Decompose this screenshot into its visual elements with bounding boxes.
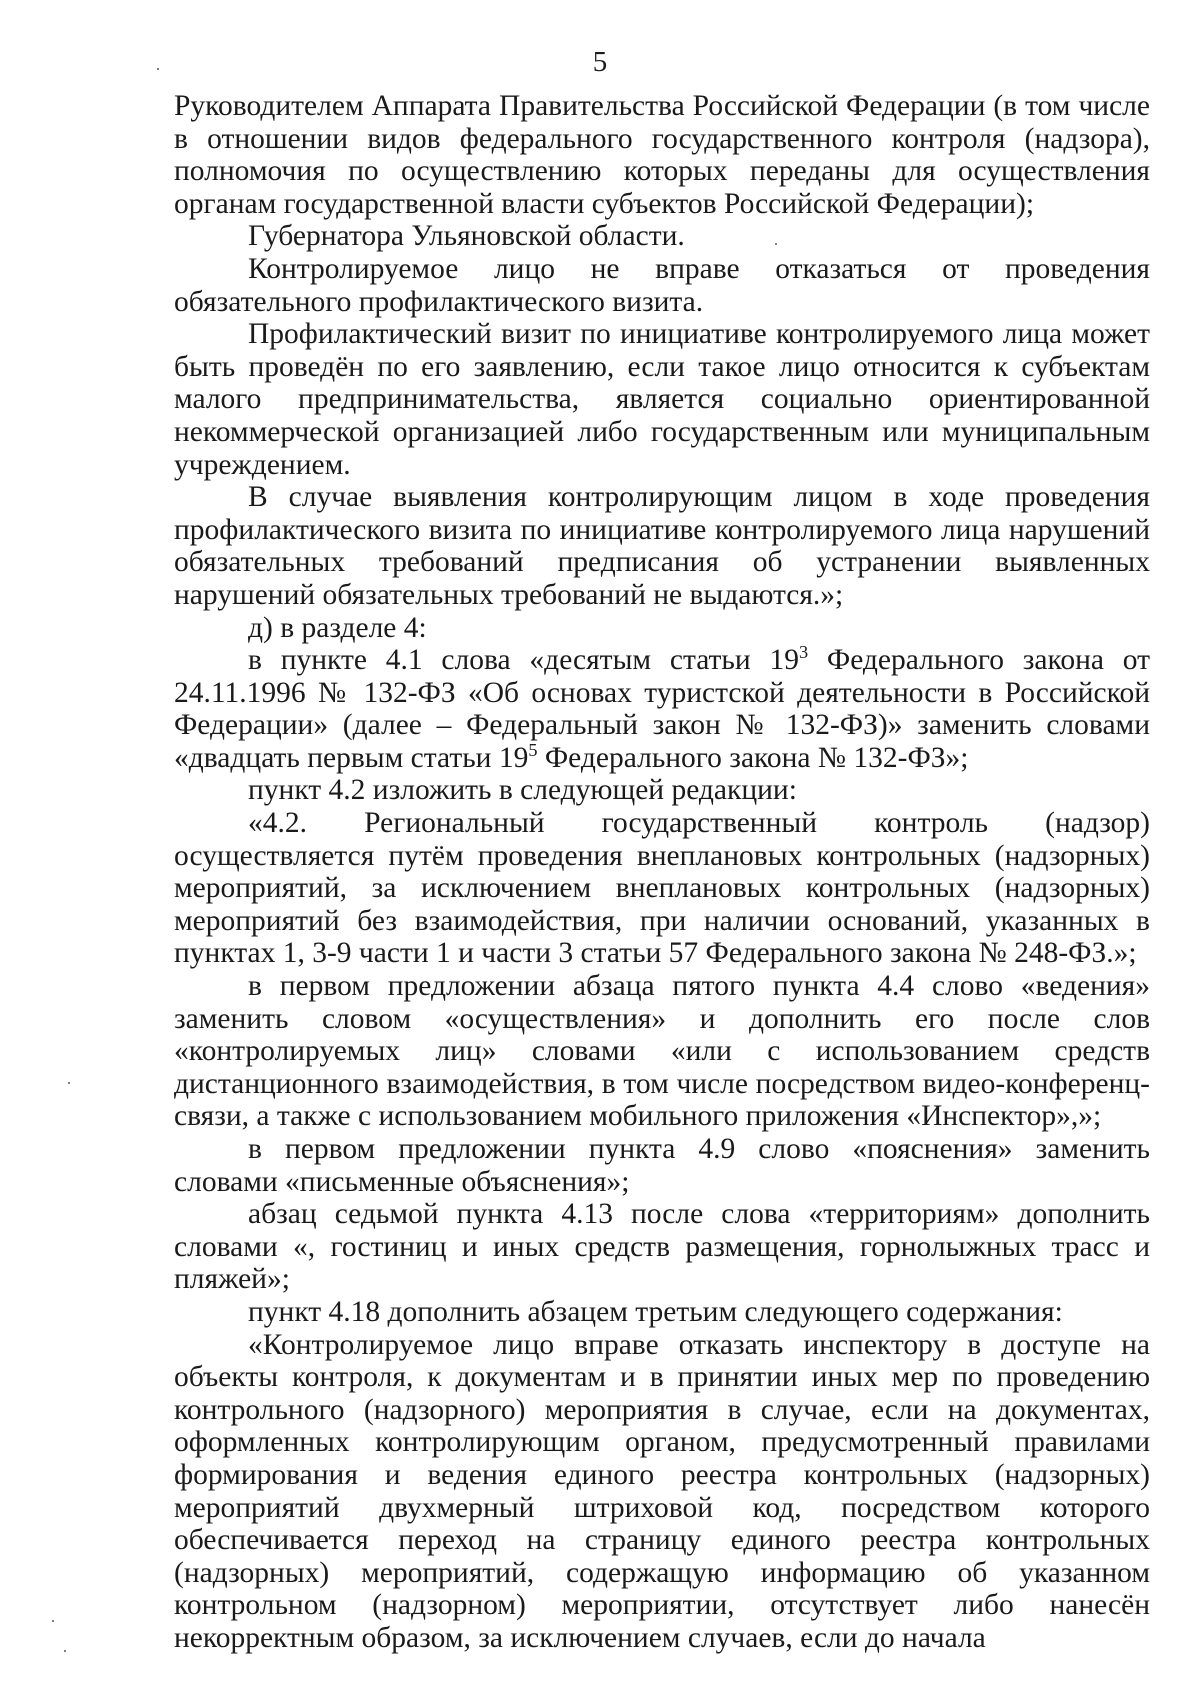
paragraph-mandatory-visit: Контролируемое лицо не вправе отказаться от проведения обязательного профилактического визита. bbox=[174, 252, 1150, 318]
paragraph-item-4-18-intro: пункт 4.18 дополнить абзацем третьим следующего содержания: bbox=[248, 1295, 1063, 1328]
paragraph-initiative-visit: Профилактический визит по инициативе контролируемого лица может быть проведён по его заявлению, если такое лицо относится к субъектам малого предпринимательства, является социально ориентированной некоммерческой организацией либо государственным или муниципальным учреждением. bbox=[174, 318, 1150, 481]
paragraph-governor: Губернатора Ульяновской области. bbox=[248, 220, 685, 253]
paragraph-item-4-18-text: «Контролируемое лицо вправе отказать инспектору в доступе на объекты контроля, к документам и в принятии иных мер по проведению контрольного (надзорного) мероприятия в случае, если на документах, оформленных контролирующим органом, предусмотренный правилами формирования и ведения единого реестра контрольных (надзорных) мероприятий двухмерный штриховой код, посредством которого обеспечивается переход на страницу единого реестра контрольных (надзорных) мероприятий, содержащую информацию об указанном контрольном (надзорном) мероприятии, отсутствует либо нанесён некорректным образом, за исключением случаев, если до начала bbox=[174, 1328, 1150, 1654]
scan-speck bbox=[68, 1082, 70, 1084]
paragraph-item-4-2-intro: пункт 4.2 изложить в следующей редакции: bbox=[248, 774, 797, 807]
item-4-1-text-b: Федерального закона от 24.11.1996 № 132-ФЗ «Об основах туристской деятельности в Российской Федерации» (далее – Федеральный закон № 132-ФЗ)» заменить словами «двадцать первым статьи 19 bbox=[174, 644, 1150, 774]
document-body bbox=[174, 90, 1150, 1655]
paragraph-violations: В случае выявления контролирующим лицом в ходе проведения профилактического визита по инициативе контролируемого лица нарушений обязательных требований предписания об устранении выявленных нарушений обязательных требований не выдаются.»; bbox=[174, 481, 1150, 611]
paragraph-section-4: д) в разделе 4: bbox=[248, 611, 427, 644]
scan-speck bbox=[775, 243, 777, 245]
superscript-3: 3 bbox=[798, 642, 809, 663]
scan-speck bbox=[157, 68, 159, 70]
paragraph-item-4-9: в первом предложении пункта 4.9 слово «пояснения» заменить словами «письменные объяснения»; bbox=[174, 1133, 1150, 1198]
paragraph-item-4-2-text: «4.2. Региональный государственный контроль (надзор) осуществляется путём проведения внеплановых контрольных (надзорных) мероприятий, за исключением внеплановых контрольных (надзорных) мероприятий без взаимодействия, при наличии оснований, указанных в пунктах 1, 3-9 части 1 и части 3 статьи 57 Федерального закона № 248-ФЗ.»; bbox=[174, 807, 1150, 970]
paragraph-continuation: Руководителем Аппарата Правительства Российской Федерации (в том числе в отношении видов федерального государственного контроля (надзора), полномочия по осуществлению которых переданы для осуществления органам государственной власти субъектов Российской Федерации); bbox=[174, 90, 1150, 220]
paragraph-item-4-4: в первом предложении абзаца пятого пункта 4.4 слово «ведения» заменить словом «осуществления» и дополнить его после слов «контролируемых лиц» словами «или с использованием средств дистанционного взаимодействия, в том числе посредством видео-конференц-связи, а также с использованием мобильного приложения «Инспектор»,»; bbox=[174, 970, 1150, 1133]
paragraph-item-4-1 bbox=[174, 644, 1150, 774]
page-number: 5 bbox=[592, 46, 608, 78]
scan-speck bbox=[52, 1620, 54, 1622]
paragraph-item-4-13: абзац седьмой пункта 4.13 после слова «территориям» дополнить словами «, гостиниц и иных средств размещения, горнолыжных трасс и пляжей»; bbox=[174, 1198, 1150, 1296]
scan-speck bbox=[64, 1650, 66, 1652]
item-4-1-text-a: в пункте 4.1 слова «десятым статьи 19 bbox=[248, 644, 799, 677]
superscript-5: 5 bbox=[528, 739, 538, 760]
item-4-1-text-c: Федерального закона № 132-ФЗ»; bbox=[537, 741, 969, 774]
